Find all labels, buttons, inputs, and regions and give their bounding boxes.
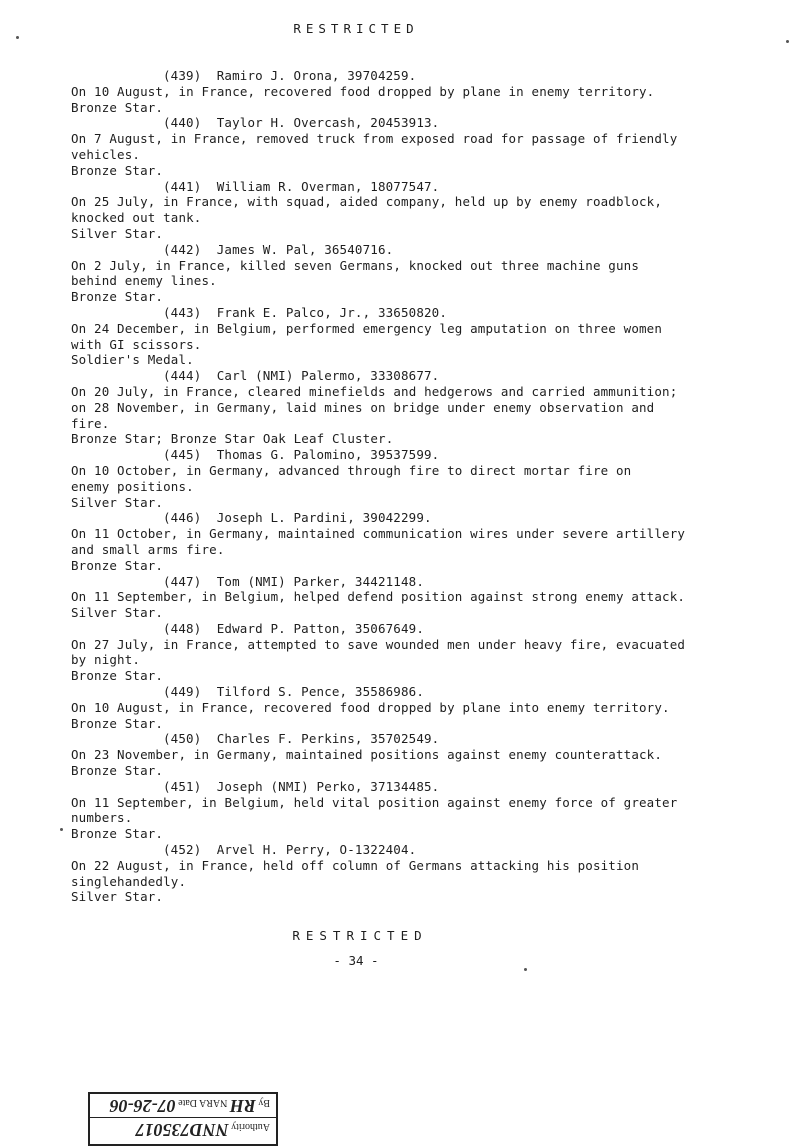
- entry-heading: [71, 510, 771, 526]
- entry-heading: [71, 574, 771, 590]
- entry-text-line: Silver Star.: [71, 494, 164, 510]
- entry-name: Taylor H. Overcash, 20453913.: [216, 115, 440, 131]
- award-entry: [71, 242, 771, 305]
- entry-heading: [71, 115, 771, 131]
- award-entry: [71, 731, 771, 778]
- entry-text-line: behind enemy lines.: [71, 273, 217, 289]
- stamp-date-value: 07-26-06: [109, 1096, 176, 1116]
- scan-speck: [16, 36, 19, 39]
- entry-name: Tom (NMI) Parker, 34421148.: [216, 573, 424, 589]
- stamp-by-value: RH: [229, 1096, 256, 1116]
- entry-text-line: knocked out tank.: [71, 210, 202, 226]
- entry-heading: [71, 731, 771, 747]
- stamp-authority-line: [136, 1119, 270, 1140]
- entry-text-line: On 22 August, in France, held off column of Germans attacking his position: [71, 857, 639, 873]
- classification-header: RESTRICTED: [293, 21, 419, 36]
- entry-name: James W. Pal, 36540716.: [216, 241, 394, 257]
- award-entry: [71, 574, 771, 621]
- stamp-nara-label: NARA Date: [178, 1097, 228, 1108]
- entry-text-line: On 20 July, in France, cleared minefields and hedgerows and carried ammunition;: [71, 383, 678, 399]
- entry-number: (441): [163, 178, 202, 194]
- declassification-stamp: [88, 1092, 278, 1146]
- entry-text-line: Bronze Star.: [71, 162, 164, 178]
- entry-text-line: Bronze Star.: [71, 715, 164, 731]
- entry-number: (442): [163, 241, 202, 257]
- entry-name: Thomas G. Palomino, 39537599.: [216, 447, 440, 463]
- award-entry: [71, 447, 771, 510]
- award-entry: [71, 684, 771, 731]
- entry-heading: [71, 305, 771, 321]
- entry-number: (444): [163, 368, 202, 384]
- classification-footer: RESTRICTED: [292, 928, 428, 943]
- entry-text-line: on 28 November, in Germany, laid mines on bridge under enemy observation and: [71, 399, 655, 415]
- award-entry: [71, 68, 771, 115]
- entry-number: (439): [163, 68, 202, 83]
- scan-speck: [60, 828, 63, 831]
- entry-text-line: fire.: [71, 415, 110, 431]
- entry-heading: [71, 179, 771, 195]
- entry-text-line: On 11 September, in Belgium, held vital position against enemy force of greater: [71, 794, 678, 810]
- entry-heading: [71, 621, 771, 637]
- entry-text-line: Bronze Star.: [71, 763, 164, 779]
- stamp-date-line: [110, 1095, 270, 1116]
- entry-text-line: vehicles.: [71, 146, 141, 162]
- entry-heading: [71, 447, 771, 463]
- entry-heading: [71, 68, 771, 84]
- stamp-divider: [90, 1117, 276, 1118]
- entry-text-line: numbers.: [71, 810, 133, 826]
- award-entry: [71, 621, 771, 684]
- stamp-by-label: By: [258, 1097, 270, 1108]
- entry-text-line: Bronze Star; Bronze Star Oak Leaf Cluster.: [71, 431, 394, 447]
- entry-name: William R. Overman, 18077547.: [216, 178, 440, 194]
- entry-name: Edward P. Patton, 35067649.: [216, 620, 424, 636]
- entry-number: (451): [163, 778, 202, 794]
- entry-text-line: Silver Star.: [71, 225, 164, 241]
- entry-text-line: with GI scissors.: [71, 336, 202, 352]
- entry-text-line: Bronze Star.: [71, 99, 164, 115]
- entry-name: Tilford S. Pence, 35586986.: [216, 684, 424, 700]
- award-entry: [71, 510, 771, 573]
- entry-text-line: Bronze Star.: [71, 289, 164, 305]
- entry-text-line: enemy positions.: [71, 478, 194, 494]
- entry-text-line: Bronze Star.: [71, 826, 164, 842]
- entry-text-line: On 10 August, in France, recovered food dropped by plane in enemy territory.: [71, 83, 655, 99]
- entry-text-line: On 23 November, in Germany, maintained positions against enemy counterattack.: [71, 747, 663, 763]
- entry-name: Carl (NMI) Palermo, 33308677.: [216, 368, 440, 384]
- award-entry: [71, 179, 771, 242]
- stamp-authority-label: Authority: [231, 1121, 270, 1132]
- entry-heading: [71, 779, 771, 795]
- stamp-authority-value: NND735017: [135, 1120, 229, 1140]
- award-entry: [71, 305, 771, 368]
- entry-number: (448): [163, 620, 202, 636]
- entry-name: Charles F. Perkins, 35702549.: [216, 731, 440, 747]
- entry-name: Ramiro J. Orona, 39704259.: [216, 68, 417, 83]
- award-entry: [71, 842, 771, 905]
- entry-number: (440): [163, 115, 202, 131]
- entry-text-line: by night.: [71, 652, 141, 668]
- entry-text-line: On 11 October, in Germany, maintained communication wires under severe artillery: [71, 526, 686, 542]
- scan-speck: [786, 40, 789, 43]
- entry-number: (445): [163, 447, 202, 463]
- entry-heading: [71, 842, 771, 858]
- entry-heading: [71, 684, 771, 700]
- entry-text-line: On 2 July, in France, killed seven Germans, knocked out three machine guns: [71, 257, 639, 273]
- entry-number: (449): [163, 684, 202, 700]
- entry-text-line: Bronze Star.: [71, 557, 164, 573]
- entry-number: (450): [163, 731, 202, 747]
- entry-text-line: Bronze Star.: [71, 668, 164, 684]
- entry-text-line: On 10 August, in France, recovered food dropped by plane into enemy territory.: [71, 699, 670, 715]
- award-entry: [71, 115, 771, 178]
- entry-text-line: singlehandedly.: [71, 873, 187, 889]
- entry-number: (443): [163, 304, 202, 320]
- entry-text-line: On 7 August, in France, removed truck from exposed road for passage of friendly: [71, 131, 678, 147]
- entry-number: (447): [163, 573, 202, 589]
- entry-name: Joseph (NMI) Perko, 37134485.: [216, 778, 440, 794]
- entry-number: (452): [163, 842, 202, 858]
- scan-speck: [524, 968, 527, 971]
- entry-text-line: On 10 October, in Germany, advanced through fire to direct mortar fire on: [71, 462, 632, 478]
- entry-text-line: On 24 December, in Belgium, performed emergency leg amputation on three women: [71, 320, 663, 336]
- entry-number: (446): [163, 510, 202, 526]
- award-entry: [71, 779, 771, 842]
- entry-name: Arvel H. Perry, O-1322404.: [216, 842, 417, 858]
- entry-text-line: On 27 July, in France, attempted to save wounded men under heavy fire, evacuated: [71, 636, 686, 652]
- award-entry: [71, 368, 771, 447]
- award-entries-list: [71, 68, 771, 905]
- entry-text-line: and small arms fire.: [71, 541, 225, 557]
- entry-text-line: On 25 July, in France, with squad, aided company, held up by enemy roadblock,: [71, 194, 663, 210]
- entry-text-line: Soldier's Medal.: [71, 352, 194, 368]
- entry-text-line: On 11 September, in Belgium, helped defend position against strong enemy attack.: [71, 589, 686, 605]
- entry-name: Frank E. Palco, Jr., 33650820.: [216, 304, 448, 320]
- entry-heading: [71, 368, 771, 384]
- entry-heading: [71, 242, 771, 258]
- entry-text-line: Silver Star.: [71, 889, 164, 905]
- page-number: - 34 -: [333, 953, 379, 968]
- entry-text-line: Silver Star.: [71, 605, 164, 621]
- entry-name: Joseph L. Pardini, 39042299.: [216, 510, 432, 526]
